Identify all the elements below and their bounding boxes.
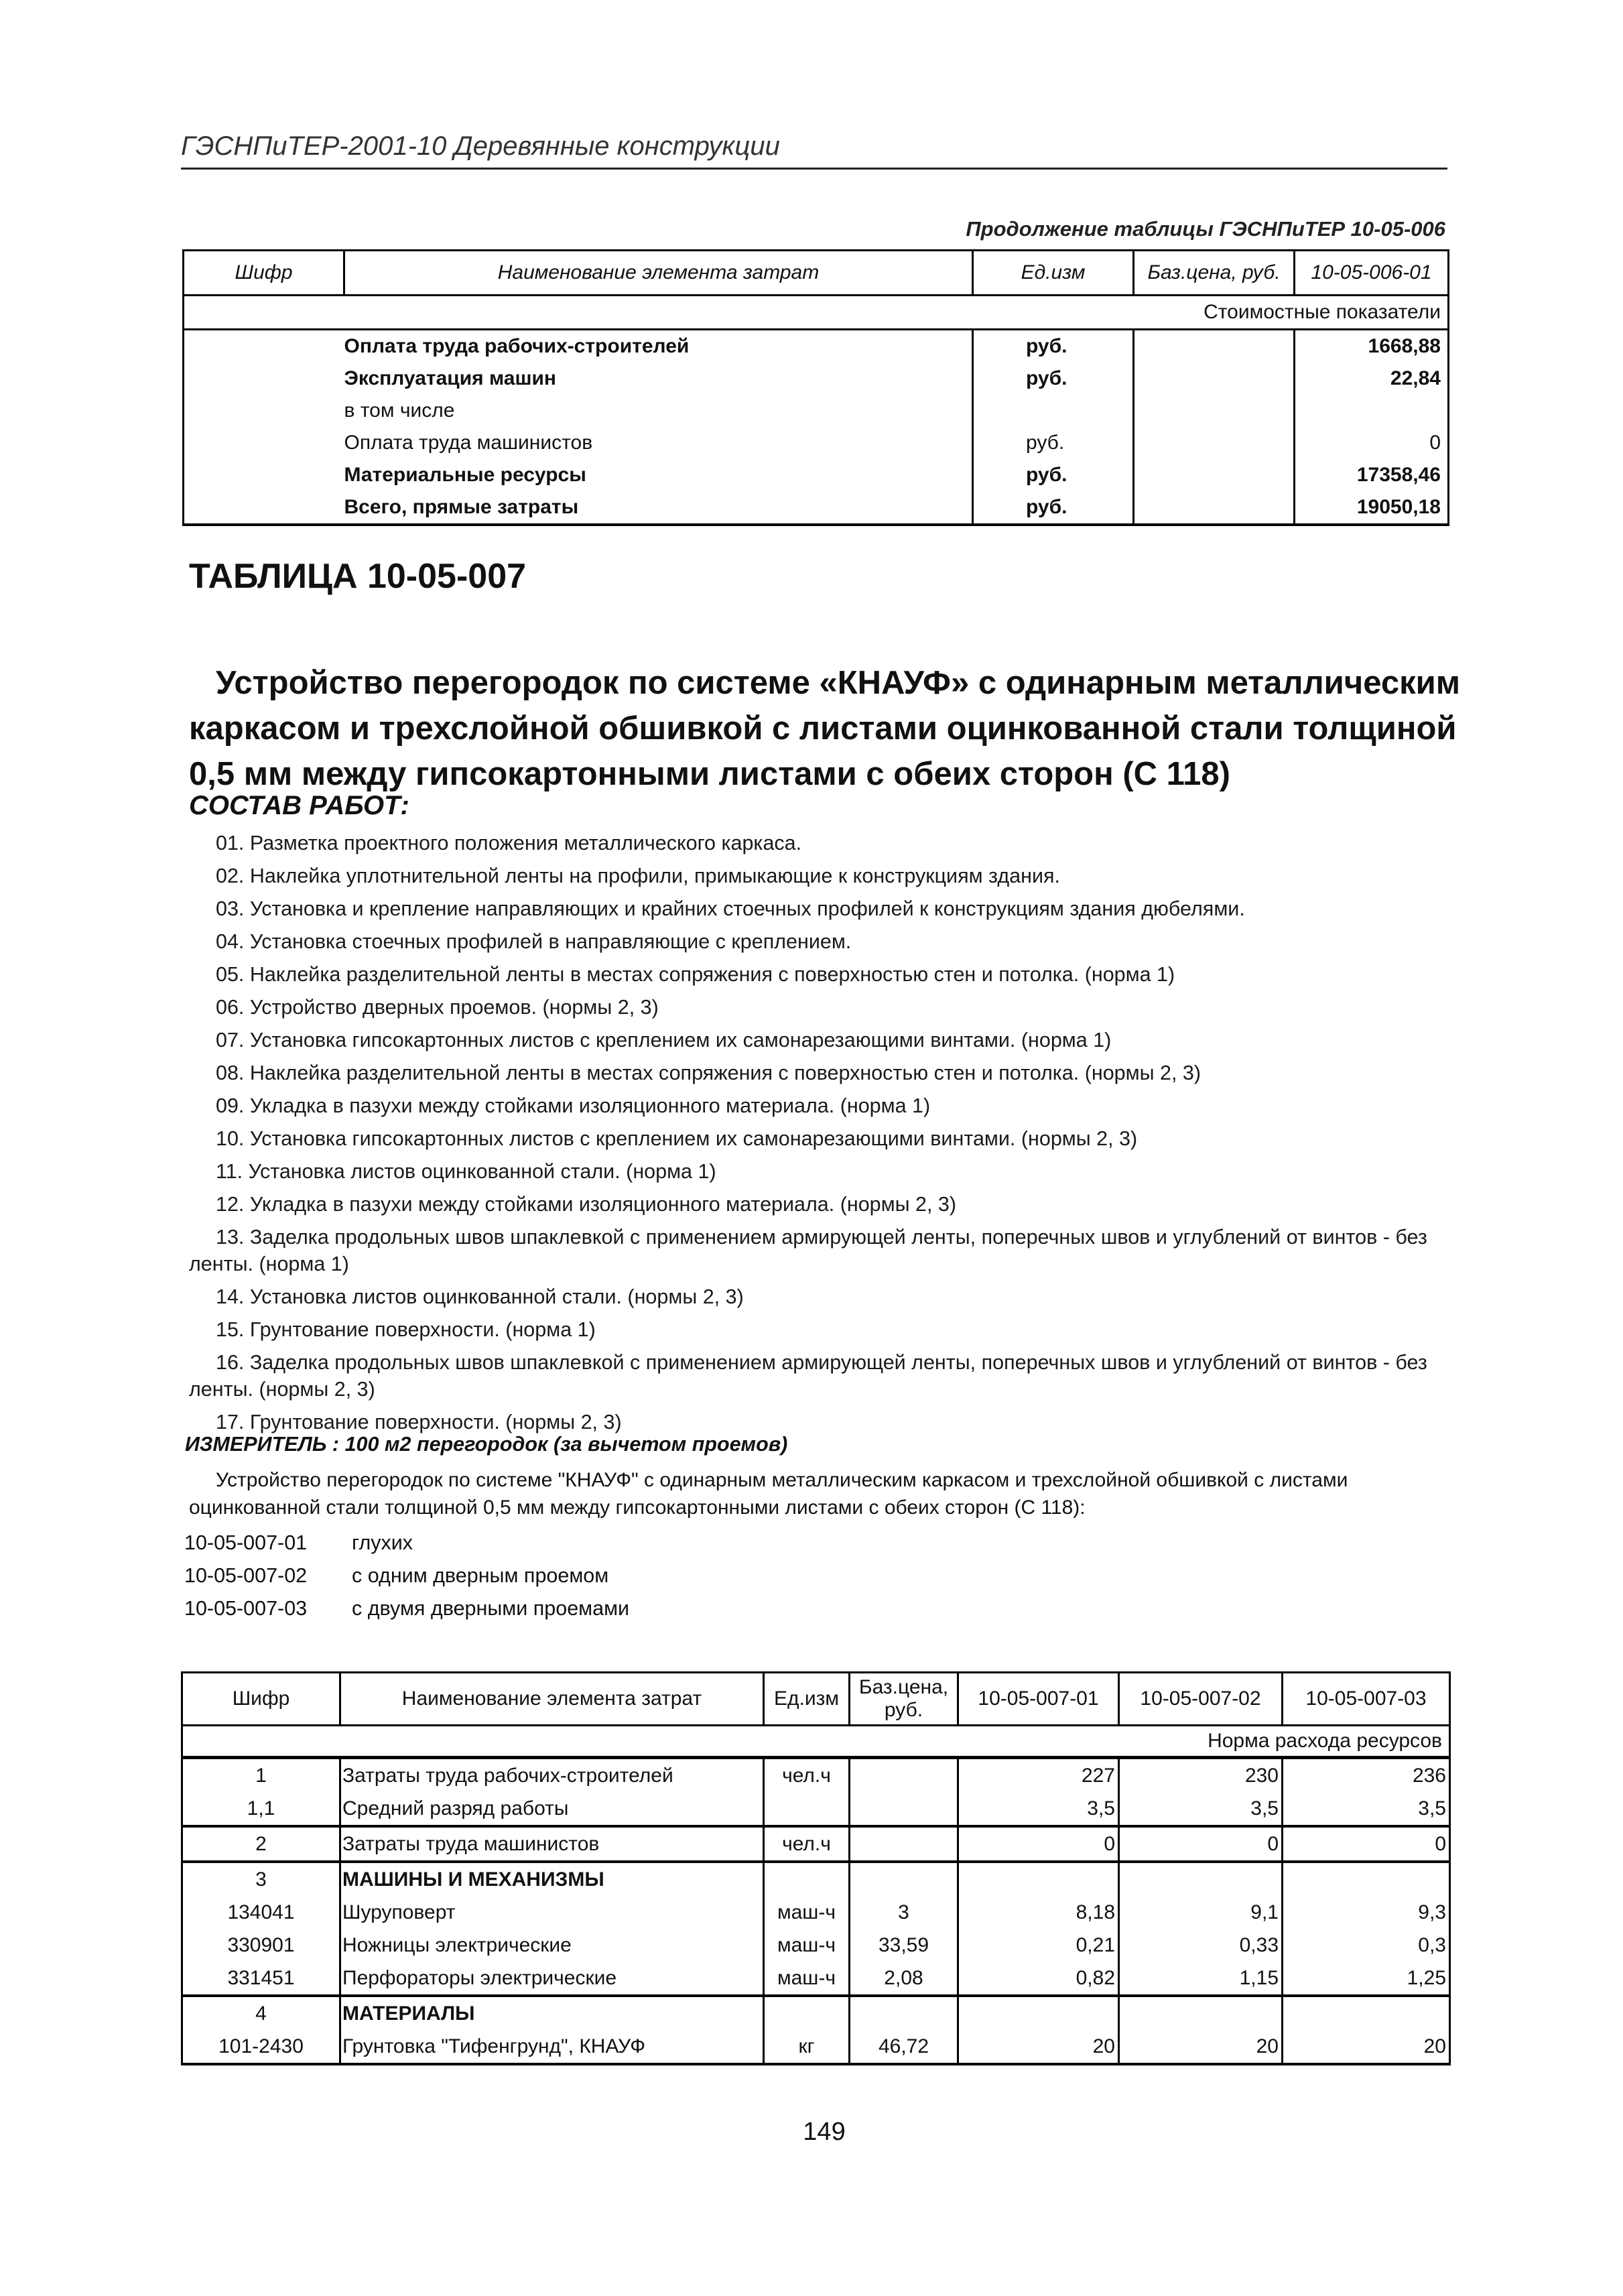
table2-row [182,1929,1450,1962]
table2-cell-v1 [958,1862,1119,1896]
heading-line: 0,5 мм между гипсокартонными листами с обеих сторон (С 118) [189,756,1231,792]
table2-row [182,1896,1450,1929]
table1-cell-unit: руб. [973,459,1134,491]
work-item: 09. Укладка в пазухи между стойками изоляционного материала. (норма 1) [216,1094,931,1117]
table2-cell-name: Затраты труда машинистов [340,1826,764,1862]
table1-cell-value: 17358,46 [1295,459,1449,491]
table2-cell-code: 1,1 [182,1792,340,1826]
code-item [184,1527,629,1559]
table2-cell-v3: 1,25 [1283,1962,1450,1996]
table2-cell-unit: чел.ч [764,1758,850,1793]
work-item: 13. Заделка продольных швов шпаклевкой с применением армирующей ленты, поперечных швов и углублений от винтов - без ленты. (норма 1) [189,1226,1427,1275]
table1-cell-name: Оплата труда машинистов [344,427,973,459]
work-item: 01. Разметка проектного положения металлического каркаса. [216,832,802,854]
table2-cell-unit: маш-ч [764,1962,850,1996]
work-item: 08. Наклейка разделительной ленты в местах сопряжения с поверхностью стен и потолка. (нормы 2, 3) [216,1062,1202,1084]
table2-cell-code: 330901 [182,1929,340,1962]
table2-cell-code: 134041 [182,1896,340,1929]
table2-cell-v2: 1,15 [1119,1962,1283,1996]
table1-cell-value: 1668,88 [1295,330,1449,363]
table2-cell-v3: 236 [1283,1758,1450,1793]
heading-line: каркасом и трехслойной обшивкой с листами оцинкованной стали толщиной [189,710,1457,747]
table2-cell-unit [764,1792,850,1826]
table2-cell-price [850,1792,958,1826]
table1-cell-price [1134,491,1295,525]
table2-header-cell: 10-05-007-02 [1119,1673,1283,1726]
table1-row [184,459,1449,491]
table2-cell-v1: 8,18 [958,1896,1119,1929]
table2-cell-v3 [1283,1996,1450,2030]
code-value: 10-05-007-03 [184,1597,308,1620]
table1-row [184,330,1449,363]
table2-cell-name: Затраты труда рабочих-строителей [340,1758,764,1793]
table2-header-cell: 10-05-007-01 [958,1673,1119,1726]
table2-cell-name: Ножницы электрические [340,1929,764,1962]
cost-table [182,249,1449,526]
table2-cell-unit: маш-ч [764,1929,850,1962]
code-value: 10-05-007-01 [184,1531,308,1554]
work-item: 15. Грунтование поверхности. (норма 1) [216,1318,596,1341]
code-item [184,1592,629,1625]
work-item: 17. Грунтование поверхности. (нормы 2, 3) [216,1411,622,1433]
works-list [189,827,1461,1439]
table2-cell-v2: 0,33 [1119,1929,1283,1962]
table2-cell-v1: 0,21 [958,1929,1119,1962]
table1-caption: Продолжение таблицы ГЭСНПиТЕР 10-05-006 [966,217,1445,241]
table2-cell-v3 [1283,1862,1450,1896]
table2-cell-v2: 9,1 [1119,1896,1283,1929]
table1-cell-value: 22,84 [1295,363,1449,395]
code-label: с двумя дверными проемами [352,1597,630,1620]
table2-cell-v2 [1119,1996,1283,2030]
table1-cell-code [184,395,344,427]
table1-cell-code [184,459,344,491]
table2-cell-v2: 3,5 [1119,1792,1283,1826]
table2-cell-name: Грунтовка "Тифенгрунд", КНАУФ [340,2030,764,2064]
table2-cell-v2: 0 [1119,1826,1283,1862]
table1-cell-value: 19050,18 [1295,491,1449,525]
work-item: 03. Установка и крепление направляющих и крайних стоечных профилей к конструкциям здания дюбелями. [216,897,1245,920]
resource-table [181,1671,1451,2065]
table2-cell-code: 101-2430 [182,2030,340,2064]
table1-cell-name: Оплата труда рабочих-строителей [344,330,973,363]
table2-row [182,1962,1450,1996]
table2-row [182,1826,1450,1862]
table2-row [182,1758,1450,1793]
table1-cell-code [184,330,344,363]
table1-cell-name: Всего, прямые затраты [344,491,973,525]
work-item: 06. Устройство дверных проемов. (нормы 2, 3) [216,996,659,1019]
table2-row [182,1862,1450,1896]
table2-cell-v1: 227 [958,1758,1119,1793]
table2-cell-price: 46,72 [850,2030,958,2064]
table2-cell-name: Шуруповерт [340,1896,764,1929]
table2-cell-v1 [958,1996,1119,2030]
table1-cell-price [1134,395,1295,427]
page-number: 149 [803,2118,846,2146]
table2-header-cell: 10-05-007-03 [1283,1673,1450,1726]
table1-subheader: Стоимостные показатели [184,296,1449,330]
table2-cell-price [850,1996,958,2030]
table2-header-cell: Наименование элемента затрат [340,1673,764,1726]
table1-header-cell: Баз.цена, руб. [1134,251,1295,296]
table2-cell-unit [764,1996,850,2030]
table2-cell-v2: 230 [1119,1758,1283,1793]
table1-cell-price [1134,330,1295,363]
table2-cell-price [850,1826,958,1862]
table1-cell-unit: руб. [973,363,1134,395]
table2-row [182,2030,1450,2064]
table2-header-cell: Ед.изм [764,1673,850,1726]
table2-cell-price: 3 [850,1896,958,1929]
table1-cell-code [184,427,344,459]
work-item: 14. Установка листов оцинкованной стали. (нормы 2, 3) [216,1285,744,1308]
table2-cell-v3: 3,5 [1283,1792,1450,1826]
table1-row [184,427,1449,459]
work-item: 02. Наклейка уплотнительной ленты на профили, примыкающие к конструкциям здания. [216,865,1061,887]
measure-line [185,1433,787,1456]
code-label: с одним дверным проемом [352,1564,609,1587]
table2-subheader-row [182,1726,1450,1758]
table2-cell-unit [764,1862,850,1896]
work-item: 16. Заделка продольных швов шпаклевкой с применением армирующей ленты, поперечных швов и углублений от винтов - без ленты. (нормы 2, 3) [189,1351,1427,1401]
table2-cell-unit: кг [764,2030,850,2064]
table2-cell-code: 3 [182,1862,340,1896]
table2-subheader: Норма расхода ресурсов [182,1726,1450,1758]
table2-header-cell: Баз.цена, руб. [850,1673,958,1726]
table1-row [184,491,1449,525]
table1-header-cell: Шифр [184,251,344,296]
table2-cell-code: 1 [182,1758,340,1793]
table2-cell-name: Средний разряд работы [340,1792,764,1826]
work-item: 05. Наклейка разделительной ленты в местах сопряжения с поверхностью стен и потолка. (норма 1) [216,963,1175,986]
table2-cell-name: МАТЕРИАЛЫ [340,1996,764,2030]
heading-line: Устройство перегородок по системе «КНАУФ» с одинарным металлическим [216,665,1460,701]
table2-cell-price: 33,59 [850,1929,958,1962]
measure-label: ИЗМЕРИТЕЛЬ : [185,1433,340,1456]
table2-cell-v3: 20 [1283,2030,1450,2064]
table2-cell-code: 2 [182,1826,340,1862]
table2-cell-price [850,1758,958,1793]
table2-cell-v1: 20 [958,2030,1119,2064]
table1-cell-value: 0 [1295,427,1449,459]
table1-cell-name: Эксплуатация машин [344,363,973,395]
table2-cell-v3: 0 [1283,1826,1450,1862]
table2-body [182,1726,1450,2065]
table2-row [182,1996,1450,2030]
table2-cell-code: 331451 [182,1962,340,1996]
table2-cell-v3: 0,3 [1283,1929,1450,1962]
table2-cell-unit: маш-ч [764,1896,850,1929]
table1-cell-value [1295,395,1449,427]
table-title: ТАБЛИЦА 10-05-007 [189,557,527,596]
work-item: 04. Установка стоечных профилей в направляющие с креплением. [216,930,852,953]
works-label: СОСТАВ РАБОТ: [189,791,409,820]
section-heading [189,660,1462,797]
code-label: глухих [352,1531,413,1554]
table2-cell-price [850,1862,958,1896]
table1-cell-name: в том числе [344,395,973,427]
table2-header-cell: Шифр [182,1673,340,1726]
code-item [184,1559,629,1592]
table2-cell-v1: 0 [958,1826,1119,1862]
table1-cell-price [1134,427,1295,459]
description: Устройство перегородок по системе "КНАУФ" с одинарным металлическим каркасом и трехслойной обшивкой с листами оцинкованной стали толщиной 0,5 мм между гипсокартонными листами с обеих сторон (С 118): [189,1469,1348,1519]
table2-cell-v1: 3,5 [958,1792,1119,1826]
table1-cell-unit [973,395,1134,427]
measure-value: 100 м2 перегородок (за вычетом проемов) [344,1433,788,1456]
table2-cell-v3: 9,3 [1283,1896,1450,1929]
table1-cell-unit: руб. [973,427,1134,459]
table1-cell-price [1134,459,1295,491]
table2-header-row [182,1673,1450,1726]
table1-cell-name: Материальные ресурсы [344,459,973,491]
table1-cell-code [184,363,344,395]
table2-cell-name: Перфораторы электрические [340,1962,764,1996]
table2-cell-price: 2,08 [850,1962,958,1996]
code-list [184,1527,629,1625]
table1-header-cell: Наименование элемента затрат [344,251,973,296]
work-item: 11. Установка листов оцинкованной стали. (норма 1) [216,1160,716,1183]
table1-subheader-row [184,296,1449,330]
table2-row [182,1792,1450,1826]
table1-cell-unit: руб. [973,330,1134,363]
table1-header-cell: Ед.изм [973,251,1134,296]
table1-cell-price [1134,363,1295,395]
work-item: 07. Установка гипсокартонных листов с креплением их самонарезающими винтами. (норма 1) [216,1029,1112,1051]
table2-cell-v1: 0,82 [958,1962,1119,1996]
code-value: 10-05-007-02 [184,1564,308,1587]
table1-header-row [184,251,1449,296]
table2-cell-name: МАШИНЫ И МЕХАНИЗМЫ [340,1862,764,1896]
table1-cell-code [184,491,344,525]
table2-cell-v2: 20 [1119,2030,1283,2064]
table1-row [184,363,1449,395]
table1-cell-unit: руб. [973,491,1134,525]
table1-header-cell: 10-05-006-01 [1295,251,1449,296]
table1-row [184,395,1449,427]
work-item: 12. Укладка в пазухи между стойками изоляционного материала. (нормы 2, 3) [216,1193,957,1216]
table2-cell-v2 [1119,1862,1283,1896]
table2-cell-unit: чел.ч [764,1826,850,1862]
table1-body [184,296,1449,525]
work-item: 10. Установка гипсокартонных листов с креплением их самонарезающими винтами. (нормы 2, 3) [216,1127,1138,1150]
running-header: ГЭСНПиТЕР-2001-10 Деревянные конструкции [181,127,1447,170]
table2-cell-code: 4 [182,1996,340,2030]
